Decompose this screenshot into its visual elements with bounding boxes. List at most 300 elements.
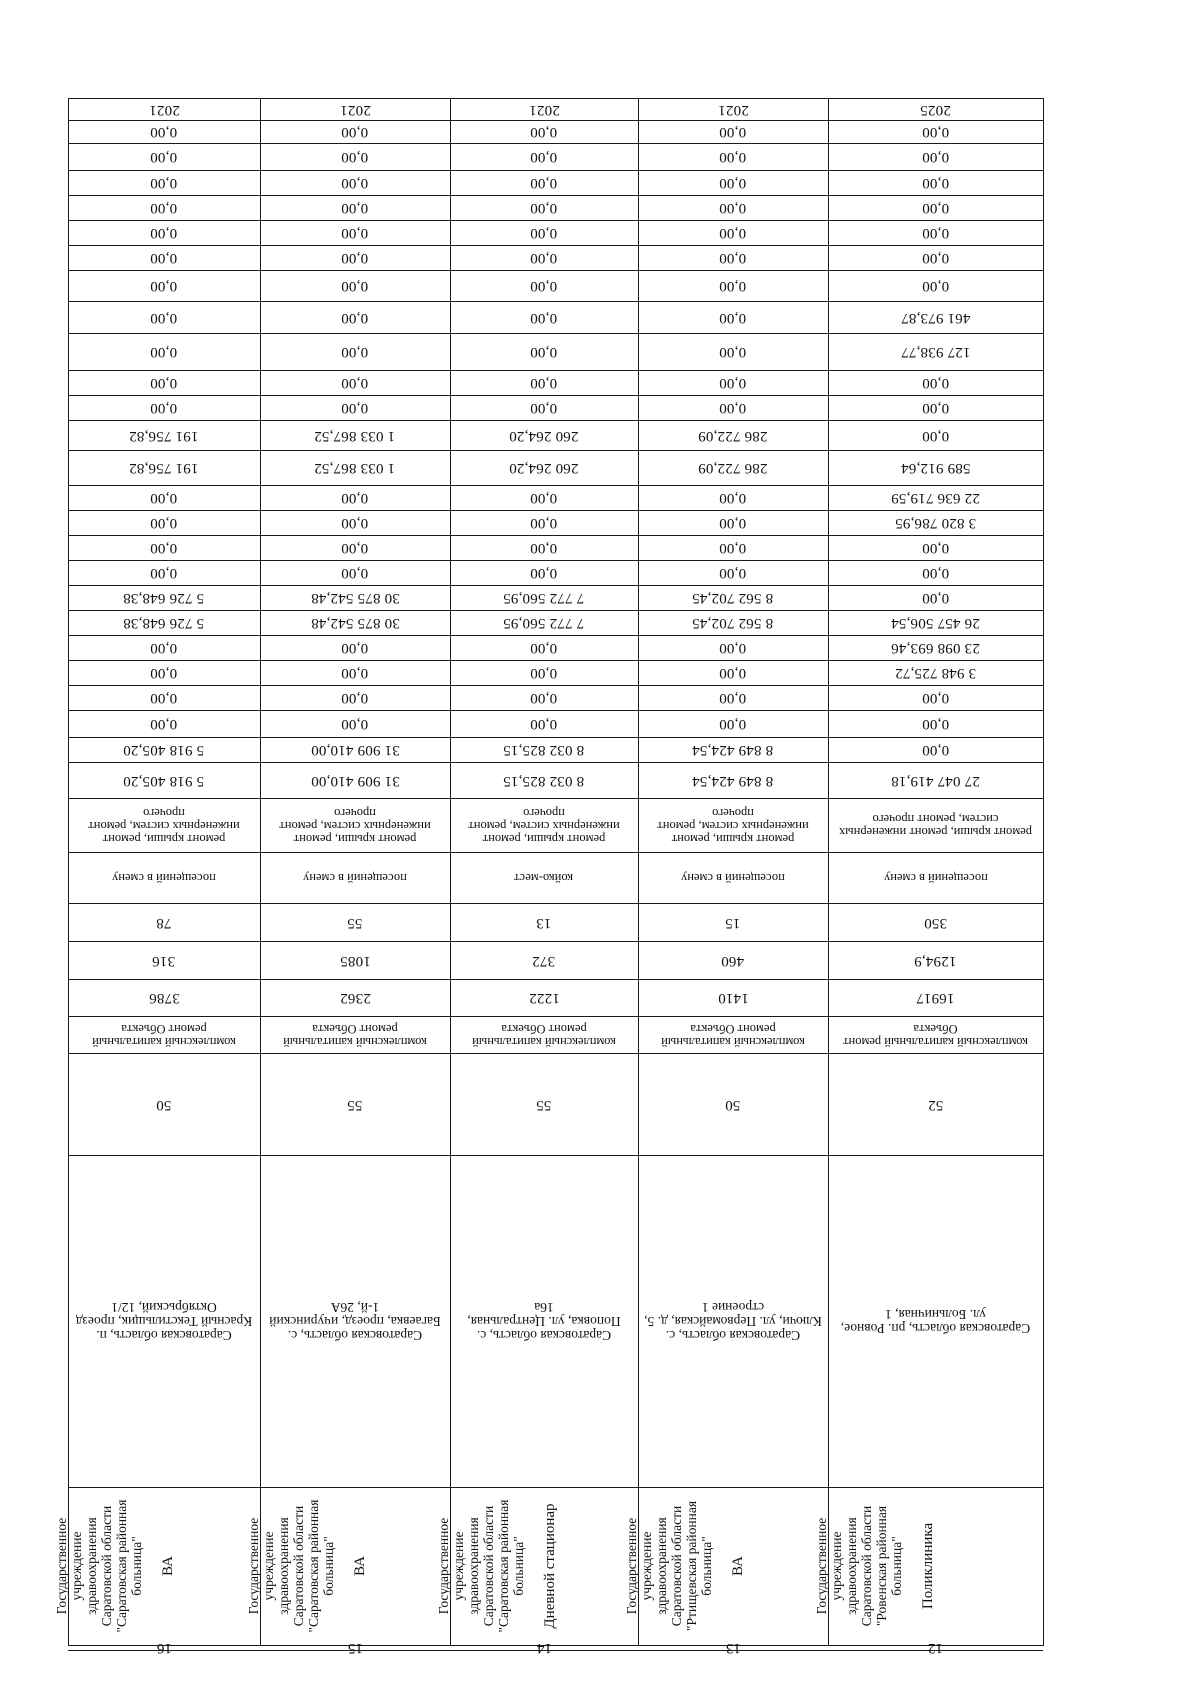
works-cell	[450, 798, 638, 852]
year-cell	[450, 98, 638, 120]
value-cell	[260, 195, 450, 220]
value-cell-text: 0,00	[341, 344, 369, 360]
value-cell-text: 30 875 542,48	[310, 590, 400, 606]
value-cell	[68, 301, 260, 333]
value-cell-text: 0,00	[530, 640, 558, 656]
area-cell-text: 16917	[916, 990, 955, 1006]
value-cell	[68, 195, 260, 220]
value-cell-text: 191 756,82	[129, 427, 199, 444]
value-cell-text: 0,00	[150, 344, 178, 360]
work-type-cell-text: комплексный капитальный ремонт Объекта	[283, 1021, 427, 1049]
value-cell-text: 0,00	[341, 515, 369, 531]
table-horizontal-rule	[68, 1650, 1043, 1651]
value-cell	[450, 333, 638, 370]
value-cell-text: 0,00	[341, 665, 369, 681]
address-cell-text: Саратовская область, с. Поповка, ул. Центральная, 16а	[467, 1300, 621, 1343]
value-cell-text: 0,00	[150, 124, 178, 140]
value-cell-text: 0,00	[150, 225, 178, 241]
value-cell	[638, 301, 828, 333]
value1-cell	[68, 941, 260, 979]
value-cell-text: 0,00	[921, 540, 950, 556]
value-cell-text: 0,00	[921, 375, 950, 391]
value-cell	[828, 560, 1043, 585]
value-cell-text: 260 264,20	[509, 460, 579, 476]
value-cell-text: 0,00	[341, 490, 369, 506]
value1-cell	[260, 941, 450, 979]
value-cell	[638, 610, 828, 635]
value-cell	[450, 560, 638, 585]
value-cell-text: 1 033 867,52	[314, 460, 396, 476]
value-cell-text: 0,00	[341, 640, 369, 656]
value-cell	[260, 635, 450, 660]
value-cell	[68, 560, 260, 585]
value-cell-text: 0,00	[150, 690, 178, 706]
value-cell	[638, 685, 828, 710]
organization-cell: Государственное учреждение здравоохранения Саратовской области "Ртищевская районная больница"	[624, 1500, 714, 1632]
value-cell	[828, 370, 1043, 395]
organization-cell: Государственное учреждение здравоохранения Саратовской области "Саратовская районная больница"	[436, 1499, 526, 1633]
value-cell	[260, 420, 450, 450]
value-cell	[260, 737, 450, 762]
value-cell	[638, 270, 828, 301]
year-cell-text: 2021	[528, 101, 560, 118]
object-type-cell: Дневной стационар	[541, 1503, 558, 1629]
object-type-cell: ВА	[351, 1556, 368, 1576]
value-cell	[828, 685, 1043, 710]
value1-cell-text: 1294,9	[914, 952, 957, 969]
area-cell	[68, 979, 260, 1016]
address-cell-text: Саратовская область, рп. Ровное, ул. Больничная, 1	[840, 1307, 1031, 1336]
value-cell-text: 0,00	[150, 665, 178, 681]
capacity-cell	[828, 903, 1043, 941]
value-cell	[638, 585, 828, 610]
value-cell	[260, 585, 450, 610]
value-cell-text: 0,00	[530, 665, 558, 681]
value-cell	[450, 195, 638, 220]
row-number-cell-text: 13	[725, 1640, 741, 1656]
work-type-cell-text: комплексный капитальный ремонт Объекта	[843, 1021, 1028, 1049]
year-cell	[260, 98, 450, 120]
value-cell	[260, 685, 450, 710]
value-cell	[68, 170, 260, 195]
year-cell-text: 2021	[339, 101, 371, 118]
value-cell	[450, 270, 638, 301]
area-cell	[828, 979, 1043, 1016]
value-cell	[68, 120, 260, 143]
value-cell-text: 23 098 693,46	[891, 640, 980, 656]
value-cell	[638, 762, 828, 798]
value-cell	[450, 370, 638, 395]
capacity-unit-cell-text: посещений в смену	[112, 871, 216, 885]
capacity-cell	[638, 903, 828, 941]
capacity-unit-cell-text: посещений в смену	[303, 871, 407, 885]
value-cell-text: 0,00	[530, 250, 558, 266]
value-cell	[450, 120, 638, 143]
value-cell	[450, 762, 638, 798]
value-cell-text: 0,00	[150, 175, 178, 191]
value-cell	[828, 270, 1043, 301]
capacity-unit-cell	[68, 852, 260, 903]
row-number-cell	[68, 1640, 260, 1656]
value-cell	[828, 395, 1043, 420]
value-cell-text: 0,00	[150, 375, 178, 391]
row-number-cell	[450, 1640, 638, 1656]
address-cell	[68, 1155, 260, 1487]
value-cell-text: 0,00	[719, 490, 747, 506]
address-cell	[828, 1155, 1043, 1487]
address-cell	[450, 1155, 638, 1487]
row-number-cell-text: 16	[156, 1640, 172, 1656]
value-cell	[828, 610, 1043, 635]
value-cell-text: 0,00	[150, 490, 178, 506]
value-cell	[638, 395, 828, 420]
value-cell-text: 0,00	[530, 515, 558, 531]
value-cell-text: 22 636 719,59	[891, 490, 980, 506]
year-cell-text: 2025	[920, 101, 951, 118]
value-cell-text: 8 032 825,15	[503, 742, 585, 758]
value-cell	[828, 245, 1043, 270]
value-cell-text: 26 457 506,54	[891, 615, 980, 631]
value-cell-text: 0,00	[921, 149, 950, 165]
value-cell-text: 0,00	[530, 344, 558, 360]
value-cell-text: 0,00	[530, 565, 558, 581]
work-type-cell	[828, 1016, 1043, 1053]
value-cell-text: 0,00	[530, 149, 558, 165]
capacity-cell-text: 55	[347, 914, 363, 931]
value-cell-text: 0,00	[530, 716, 558, 732]
km-cell-text: 55	[536, 1096, 552, 1113]
works-cell	[638, 798, 828, 852]
row-number-cell	[828, 1640, 1043, 1656]
value-cell-text: 0,00	[341, 175, 369, 191]
capacity-cell	[260, 903, 450, 941]
value-cell	[828, 333, 1043, 370]
value-cell-text: 0,00	[921, 427, 950, 444]
capacity-cell-text: 350	[923, 914, 948, 931]
work-type-cell	[638, 1016, 828, 1053]
value-cell-text: 127 938,77	[900, 344, 971, 360]
value-cell	[450, 220, 638, 245]
value-cell-text: 0,00	[150, 515, 178, 531]
value-cell	[638, 120, 828, 143]
address-cell	[260, 1155, 450, 1487]
value-cell-text: 0,00	[530, 225, 558, 241]
value-cell	[68, 270, 260, 301]
value-cell	[68, 333, 260, 370]
value-cell	[450, 301, 638, 333]
area-cell-text: 1222	[528, 990, 560, 1006]
value-cell	[638, 737, 828, 762]
value-cell	[828, 585, 1043, 610]
capacity-unit-cell-text: посещений в смену	[883, 871, 988, 885]
value-cell	[638, 485, 828, 510]
value-cell	[68, 535, 260, 560]
works-cell-text: ремонт крыши, ремонт инженерных систем, ремонт прочего	[657, 805, 809, 846]
value-cell	[260, 762, 450, 798]
address-cell-text: Саратовская область, с. Багаевка, проезд, ичуринский 1-й, 26А	[269, 1300, 441, 1343]
value-cell	[68, 737, 260, 762]
area-cell-text: 2362	[339, 990, 371, 1006]
value-cell	[828, 170, 1043, 195]
value-cell-text: 0,00	[530, 200, 558, 216]
work-type-cell	[450, 1016, 638, 1053]
value-cell-text: 5 726 648,38	[123, 615, 205, 631]
value-cell	[828, 635, 1043, 660]
value-cell-text: 0,00	[341, 309, 369, 326]
value-cell-text: 30 875 542,48	[310, 615, 400, 631]
value-cell	[638, 370, 828, 395]
value-cell	[260, 245, 450, 270]
value-cell-text: 0,00	[341, 400, 369, 416]
area-cell	[450, 979, 638, 1016]
work-type-cell	[68, 1016, 260, 1053]
works-cell	[68, 798, 260, 852]
value-cell	[68, 510, 260, 535]
value-cell-text: 8 562 702,45	[692, 615, 774, 631]
value-cell	[260, 120, 450, 143]
value-cell	[260, 560, 450, 585]
value-cell-text: 0,00	[150, 149, 178, 165]
value-cell-text: 8 562 702,45	[692, 590, 774, 606]
capacity-unit-cell-text: койко-мест	[514, 871, 574, 885]
value-cell	[68, 685, 260, 710]
value-cell-text: 8 849 424,54	[692, 742, 774, 758]
value-cell-text: 0,00	[341, 540, 369, 556]
value-cell-text: 0,00	[719, 690, 747, 706]
value-cell	[260, 510, 450, 535]
value-cell-text: 31 909 410,00	[310, 772, 400, 789]
area-cell	[638, 979, 828, 1016]
value-cell-text: 286 722,09	[698, 427, 768, 444]
value-cell	[638, 660, 828, 685]
value1-cell-text: 372	[532, 952, 556, 969]
value-cell-text: 0,00	[150, 278, 178, 294]
capacity-cell-text: 15	[725, 914, 741, 931]
value-cell-text: 0,00	[921, 175, 950, 191]
value-cell-text: 0,00	[719, 149, 747, 165]
value-cell-text: 0,00	[719, 225, 747, 241]
value-cell	[260, 710, 450, 737]
investment-table	[54, 98, 1043, 1656]
address-cell	[638, 1155, 828, 1487]
value-cell	[68, 635, 260, 660]
value-cell	[68, 610, 260, 635]
value-cell-text: 0,00	[341, 716, 369, 732]
km-cell	[828, 1053, 1043, 1155]
area-cell-text: 3786	[148, 990, 180, 1006]
value-cell-text: 0,00	[719, 250, 747, 266]
value-cell	[828, 485, 1043, 510]
value-cell-text: 0,00	[921, 565, 950, 581]
work-type-cell-text: комплексный капитальный ремонт Объекта	[472, 1021, 616, 1049]
value-cell-text: 27 047 419,18	[891, 772, 980, 789]
km-cell-text: 52	[927, 1096, 944, 1113]
row-number-cell	[260, 1640, 450, 1656]
value-cell-text: 0,00	[341, 690, 369, 706]
km-cell-text: 50	[156, 1096, 172, 1113]
value-cell	[450, 585, 638, 610]
km-cell	[638, 1053, 828, 1155]
value-cell	[260, 660, 450, 685]
value-cell	[828, 660, 1043, 685]
value-cell	[828, 762, 1043, 798]
value-cell	[638, 333, 828, 370]
value-cell	[68, 485, 260, 510]
value-cell	[638, 450, 828, 485]
value-cell-text: 589 912,64	[900, 460, 971, 476]
value-cell	[828, 710, 1043, 737]
km-cell-text: 50	[725, 1096, 741, 1113]
works-cell-text: ремонт крыши, ремонт инженерных систем, ремонт прочего	[88, 805, 240, 846]
value-cell-text: 0,00	[341, 225, 369, 241]
value-cell-text: 0,00	[530, 175, 558, 191]
year-cell	[828, 98, 1043, 120]
area-cell	[260, 979, 450, 1016]
value-cell-text: 286 722,09	[698, 460, 768, 476]
value-cell	[828, 535, 1043, 560]
value-cell	[828, 195, 1043, 220]
value-cell	[638, 710, 828, 737]
value-cell	[260, 333, 450, 370]
value-cell-text: 0,00	[530, 540, 558, 556]
value-cell-text: 0,00	[921, 690, 950, 706]
value1-cell-text: 1085	[339, 952, 371, 969]
value-cell	[450, 535, 638, 560]
value-cell	[638, 420, 828, 450]
object-type-cell: ВА	[159, 1556, 176, 1576]
value-cell	[260, 270, 450, 301]
capacity-unit-cell-text: посещений в смену	[681, 871, 785, 885]
value-cell	[828, 301, 1043, 333]
value-cell-text: 0,00	[719, 640, 747, 656]
work-type-cell	[260, 1016, 450, 1053]
capacity-cell-text: 13	[536, 914, 552, 931]
works-cell-text: ремонт крыши, ремонт инженерных систем, ремонт прочего	[468, 805, 620, 846]
value-cell-text: 1 033 867,52	[314, 427, 396, 444]
km-cell-text: 55	[347, 1096, 363, 1113]
value-cell-text: 0,00	[341, 375, 369, 391]
value-cell	[638, 170, 828, 195]
value-cell	[828, 120, 1043, 143]
value-cell	[68, 710, 260, 737]
area-cell-text: 1410	[717, 990, 749, 1006]
year-cell-text: 2021	[717, 101, 749, 118]
value-cell-text: 0,00	[341, 565, 369, 581]
year-cell	[638, 98, 828, 120]
value-cell-text: 0,00	[719, 400, 747, 416]
value-cell-text: 0,00	[150, 716, 178, 732]
km-cell	[68, 1053, 260, 1155]
value-cell-text: 0,00	[719, 540, 747, 556]
capacity-unit-cell	[450, 852, 638, 903]
value1-cell-text: 460	[721, 952, 745, 969]
value-cell	[450, 170, 638, 195]
value-cell-text: 0,00	[530, 490, 558, 506]
value-cell-text: 0,00	[150, 640, 178, 656]
km-cell	[450, 1053, 638, 1155]
value-cell-text: 0,00	[150, 540, 178, 556]
value-cell-text: 0,00	[150, 250, 178, 266]
value-cell	[638, 635, 828, 660]
value-cell-text: 0,00	[341, 250, 369, 266]
value-cell-text: 0,00	[530, 400, 558, 416]
value-cell	[638, 195, 828, 220]
value-cell	[260, 370, 450, 395]
value1-cell	[828, 941, 1043, 979]
value-cell	[68, 420, 260, 450]
value-cell-text: 0,00	[719, 124, 747, 140]
value-cell	[450, 245, 638, 270]
year-cell-text: 2021	[148, 101, 180, 118]
value-cell-text: 0,00	[719, 565, 747, 581]
value-cell-text: 0,00	[530, 309, 558, 326]
value-cell-text: 3 820 786,95	[894, 515, 977, 531]
value-cell	[260, 610, 450, 635]
value-cell	[450, 510, 638, 535]
value-cell-text: 0,00	[530, 124, 558, 140]
value-cell	[260, 143, 450, 170]
value-cell	[450, 737, 638, 762]
value-cell-text: 0,00	[921, 590, 950, 606]
value-cell-text: 0,00	[719, 515, 747, 531]
value-cell-text: 0,00	[719, 375, 747, 391]
value-cell	[638, 220, 828, 245]
row-number-cell	[638, 1640, 828, 1656]
works-cell	[260, 798, 450, 852]
value-cell	[260, 301, 450, 333]
value-cell-text: 0,00	[719, 309, 747, 326]
row-number-cell-text: 15	[347, 1640, 363, 1656]
value-cell-text: 0,00	[921, 716, 950, 732]
value-cell	[68, 395, 260, 420]
value-cell-text: 0,00	[341, 278, 369, 294]
value1-cell	[638, 941, 828, 979]
value-cell	[638, 535, 828, 560]
value-cell	[828, 143, 1043, 170]
object-type-cell: ВА	[729, 1556, 746, 1576]
value-cell	[450, 485, 638, 510]
organization-cell: Государственное учреждение здравоохранения Саратовской области "Ровенская районная больница"	[814, 1505, 904, 1627]
value-cell	[638, 560, 828, 585]
value-cell	[68, 220, 260, 245]
value-cell-text: 0,00	[921, 225, 950, 241]
capacity-unit-cell	[638, 852, 828, 903]
value-cell-text: 0,00	[150, 309, 178, 326]
address-cell-text: Саратовская область, п. Красный Текстильщик, проезд Октябрьский, 12/1	[75, 1300, 253, 1343]
value-cell-text: 260 264,20	[509, 427, 579, 444]
value-cell	[260, 535, 450, 560]
value-cell	[450, 395, 638, 420]
year-cell	[68, 98, 260, 120]
capacity-cell	[68, 903, 260, 941]
row-number-cell-text: 14	[536, 1640, 552, 1656]
object-type-cell: Поликлиника	[919, 1522, 936, 1610]
value-cell-text: 0,00	[341, 124, 369, 140]
value-cell-text: 0,00	[719, 175, 747, 191]
value-cell-text: 5 726 648,38	[123, 590, 205, 606]
work-type-cell-text: комплексный капитальный ремонт Объекта	[661, 1021, 805, 1049]
value-cell-text: 8 032 825,15	[503, 772, 585, 789]
value-cell	[638, 510, 828, 535]
value-cell	[450, 710, 638, 737]
value-cell-text: 31 909 410,00	[310, 742, 400, 758]
work-type-cell-text: комплексный капитальный ремонт Объекта	[92, 1021, 236, 1049]
organization-cell: Государственное учреждение здравоохранения Саратовской области "Саратовская районная больница"	[246, 1499, 336, 1633]
value-cell	[450, 143, 638, 170]
value1-cell	[450, 941, 638, 979]
value-cell	[450, 660, 638, 685]
value-cell-text: 191 756,82	[129, 460, 199, 476]
